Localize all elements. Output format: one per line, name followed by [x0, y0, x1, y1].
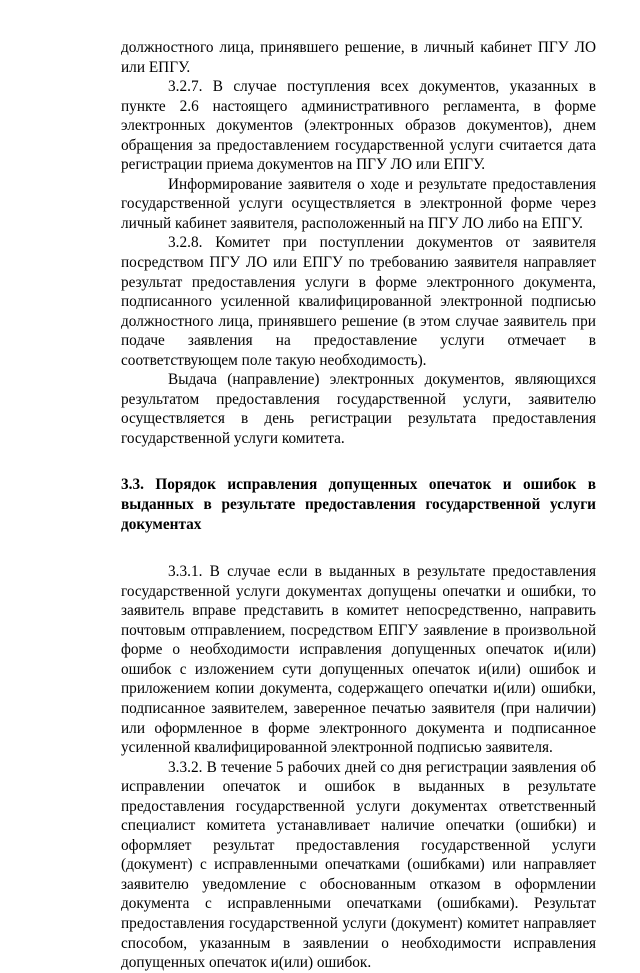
section-heading-3-3: 3.3. Порядок исправления допущенных опечаток и ошибок в выданных в результате предоставления государственной услуги документах — [121, 476, 596, 533]
paragraph-3-2-7: 3.2.7. В случае поступления всех документов, указанных в пункте 2.6 настоящего административного регламента, в форме электронных документов (электронных образов документов), днем обращения за предоставлением государственной услуги считается дата регистрации приема документов на ПГУ ЛО или ЕПГУ. — [121, 78, 596, 174]
document-page — [121, 38, 596, 973]
paragraph-informing: Информирование заявителя о ходе и результате предоставления государственной услуги осуществляется в электронной форме через личный кабинет заявителя, расположенный на ПГУ ЛО либо на ЕПГУ. — [121, 175, 596, 232]
paragraph-3-3-1: 3.3.1. В случае если в выданных в результате предоставления государственной услуги документах допущены опечатки и ошибки, то заявитель вправе представить в комитет непосредственно, направить почтовым отправлением, посредством ЕПГУ заявление в произвольной форме о необходимости исправления допущенных опечаток и(или) ошибок с изложением сути допущенных опечаток и(или) ошибок и приложением копии документа, содержащего опечатки и(или) ошибки, подписанное заявителем, заверенное печатью заявителя (при наличии) или оформленное в форме электронного документа и подписанное усиленной квалифицированной электронной подписью заявителя. — [121, 563, 596, 757]
paragraph-issuance: Выдача (направление) электронных документов, являющихся результатом предоставления государственной услуги, заявителю осуществляется в день регистрации результата предоставления государственной услуги комитета. — [121, 371, 596, 447]
paragraph-continuation: должностного лица, принявшего решение, в личный кабинет ПГУ ЛО или ЕПГУ. — [121, 39, 596, 76]
paragraph-3-2-8: 3.2.8. Комитет при поступлении документов от заявителя посредством ПГУ ЛО или ЕПГУ по требованию заявителя направляет результат предоставления услуги в форме электронного документа, подписанного усиленной квалифицированной электронной подписью должностного лица, принявшего решение (в этом случае заявитель при подаче заявления на предоставление услуги отмечает в соответствующем поле такую необходимость). — [121, 234, 596, 369]
paragraph-3-3-2: 3.3.2. В течение 5 рабочих дней со дня регистрации заявления об исправлении опечаток и ошибок в выданных в результате предоставления государственной услуги документах ответственный специалист комитета устанавливает наличие опечатки (ошибки) и оформляет результат предоставления государственной услуги (документ) с исправленными опечатками (ошибками) или направляет заявителю уведомление с обоснованным отказом в оформлении документа с исправленными опечатками (ошибками). Результат предоставления государственной услуги (документ) комитет направляет способом, указанным в заявлении о необходимости исправления допущенных опечаток и(или) ошибок. — [121, 758, 596, 972]
